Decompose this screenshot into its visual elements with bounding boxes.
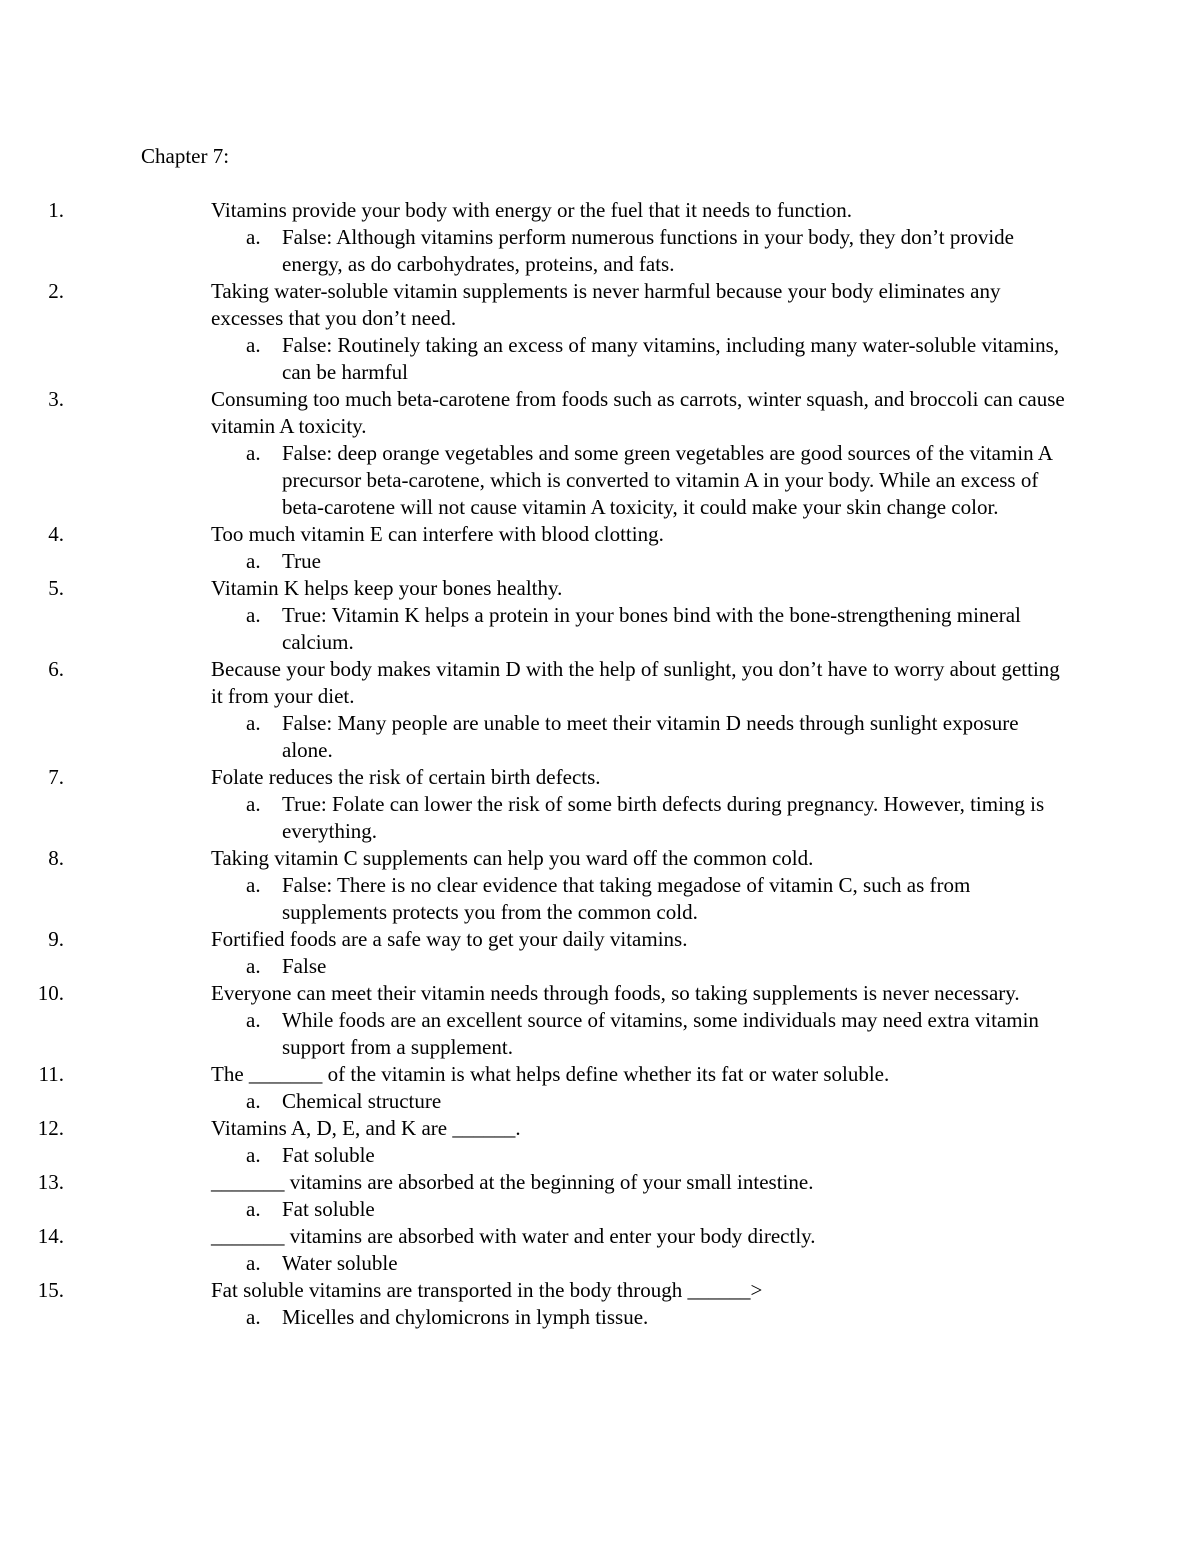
answer-letter: a. bbox=[246, 1143, 261, 1167]
question-number: 5. bbox=[48, 576, 64, 600]
answer-item bbox=[0, 1088, 1072, 1115]
question-number: 1. bbox=[48, 198, 64, 222]
question-text: Because your body makes vitamin D with the help of sunlight, you don’t have to worry about getting it from your diet. bbox=[211, 657, 1060, 708]
answer-letter: a. bbox=[246, 1197, 261, 1221]
answer-letter: a. bbox=[246, 1251, 261, 1275]
question-number: 13. bbox=[37, 1170, 64, 1194]
answer-text: Fat soluble bbox=[282, 1197, 375, 1221]
question-number: 10. bbox=[37, 981, 64, 1005]
question-item bbox=[0, 926, 1071, 980]
answer-item bbox=[0, 440, 1072, 521]
question-item bbox=[0, 845, 1071, 926]
question-text: The _______ of the vitamin is what helps define whether its fat or water soluble. bbox=[211, 1062, 890, 1086]
question-item bbox=[0, 1061, 1071, 1115]
question-number: 7. bbox=[48, 765, 64, 789]
answer-letter: a. bbox=[246, 333, 261, 357]
question-text: Vitamins A, D, E, and K are ______. bbox=[211, 1116, 521, 1140]
chapter-title: Chapter 7: bbox=[141, 144, 230, 168]
answer-letter: a. bbox=[246, 441, 261, 465]
question-text: Fortified foods are a safe way to get your daily vitamins. bbox=[211, 927, 688, 951]
question-number: 15. bbox=[37, 1278, 64, 1302]
answer-letter: a. bbox=[246, 225, 261, 249]
answer-letter: a. bbox=[246, 549, 261, 573]
question-list bbox=[0, 197, 1200, 1331]
question-item bbox=[0, 1277, 1071, 1331]
answer-item bbox=[0, 872, 1072, 926]
answer-text: True bbox=[282, 549, 321, 573]
answer-text: False: Many people are unable to meet their vitamin D needs through sunlight exposure alone. bbox=[282, 711, 1019, 762]
answer-text: False: Although vitamins perform numerous functions in your body, they don’t provide energy, as do carbohydrates, proteins, and fats. bbox=[282, 225, 1014, 276]
question-text: Vitamin K helps keep your bones healthy. bbox=[211, 576, 563, 600]
question-item bbox=[0, 1169, 1071, 1223]
question-number: 11. bbox=[38, 1062, 64, 1086]
question-text: _______ vitamins are absorbed with water and enter your body directly. bbox=[211, 1224, 816, 1248]
question-item bbox=[0, 1115, 1071, 1169]
answer-item bbox=[0, 332, 1072, 386]
answer-letter: a. bbox=[246, 792, 261, 816]
answer-text: Micelles and chylomicrons in lymph tissue. bbox=[282, 1305, 649, 1329]
question-number: 4. bbox=[48, 522, 64, 546]
answer-text: False: Routinely taking an excess of many vitamins, including many water-soluble vitamins, can be harmful bbox=[282, 333, 1060, 384]
question-number: 2. bbox=[48, 279, 64, 303]
answer-text: Fat soluble bbox=[282, 1143, 375, 1167]
answer-letter: a. bbox=[246, 711, 261, 735]
answer-item bbox=[0, 224, 1072, 278]
question-item bbox=[0, 980, 1071, 1061]
answer-item bbox=[0, 1007, 1072, 1061]
question-text: Too much vitamin E can interfere with blood clotting. bbox=[211, 522, 664, 546]
answer-text: True: Vitamin K helps a protein in your bones bind with the bone-strengthening mineral calcium. bbox=[282, 603, 1021, 654]
answer-letter: a. bbox=[246, 1305, 261, 1329]
answer-item bbox=[0, 602, 1072, 656]
answer-text: True: Folate can lower the risk of some birth defects during pregnancy. However, timing is everything. bbox=[282, 792, 1045, 843]
question-item bbox=[0, 575, 1071, 656]
question-text: Fat soluble vitamins are transported in the body through ______> bbox=[211, 1278, 763, 1302]
question-text: Consuming too much beta-carotene from foods such as carrots, winter squash, and broccoli can cause vitamin A toxicity. bbox=[211, 387, 1065, 438]
answer-item bbox=[0, 1196, 1072, 1223]
answer-item bbox=[0, 953, 1072, 980]
question-item bbox=[0, 764, 1071, 845]
question-text: Taking water-soluble vitamin supplements is never harmful because your body eliminates any excesses that you don’t need. bbox=[211, 279, 1001, 330]
question-text: Taking vitamin C supplements can help you ward off the common cold. bbox=[211, 846, 814, 870]
answer-letter: a. bbox=[246, 873, 261, 897]
answer-letter: a. bbox=[246, 1089, 261, 1113]
question-number: 14. bbox=[37, 1224, 64, 1248]
question-text: _______ vitamins are absorbed at the beginning of your small intestine. bbox=[211, 1170, 814, 1194]
answer-text: False: There is no clear evidence that taking megadose of vitamin C, such as from supplements protects you from the common cold. bbox=[282, 873, 971, 924]
answer-letter: a. bbox=[246, 603, 261, 627]
question-number: 6. bbox=[48, 657, 64, 681]
question-item bbox=[0, 278, 1071, 386]
question-item bbox=[0, 197, 1071, 278]
answer-item bbox=[0, 548, 1072, 575]
answer-item bbox=[0, 710, 1072, 764]
question-number: 12. bbox=[37, 1116, 64, 1140]
question-number: 3. bbox=[48, 387, 64, 411]
question-number: 9. bbox=[48, 927, 64, 951]
answer-text: While foods are an excellent source of vitamins, some individuals may need extra vitamin support from a supplement. bbox=[282, 1008, 1039, 1059]
answer-item bbox=[0, 1142, 1072, 1169]
answer-text: Water soluble bbox=[282, 1251, 398, 1275]
answer-letter: a. bbox=[246, 954, 261, 978]
answer-text: False: deep orange vegetables and some green vegetables are good sources of the vitamin A precursor beta-carotene, which is converted to vitamin A in your body. While an excess of beta-carotene will not cause vitamin A toxicity, it could make your skin change color. bbox=[282, 441, 1052, 519]
question-text: Vitamins provide your body with energy or the fuel that it needs to function. bbox=[211, 198, 853, 222]
answer-item bbox=[0, 1250, 1072, 1277]
answer-text: False bbox=[282, 954, 327, 978]
question-text: Everyone can meet their vitamin needs through foods, so taking supplements is never necessary. bbox=[211, 981, 1020, 1005]
question-item bbox=[0, 386, 1071, 521]
answer-text: Chemical structure bbox=[282, 1089, 442, 1113]
answer-item bbox=[0, 1304, 1072, 1331]
question-item bbox=[0, 656, 1071, 764]
answer-item bbox=[0, 791, 1072, 845]
question-item bbox=[0, 521, 1071, 575]
question-text: Folate reduces the risk of certain birth defects. bbox=[211, 765, 601, 789]
answer-letter: a. bbox=[246, 1008, 261, 1032]
question-number: 8. bbox=[48, 846, 64, 870]
question-item bbox=[0, 1223, 1071, 1277]
